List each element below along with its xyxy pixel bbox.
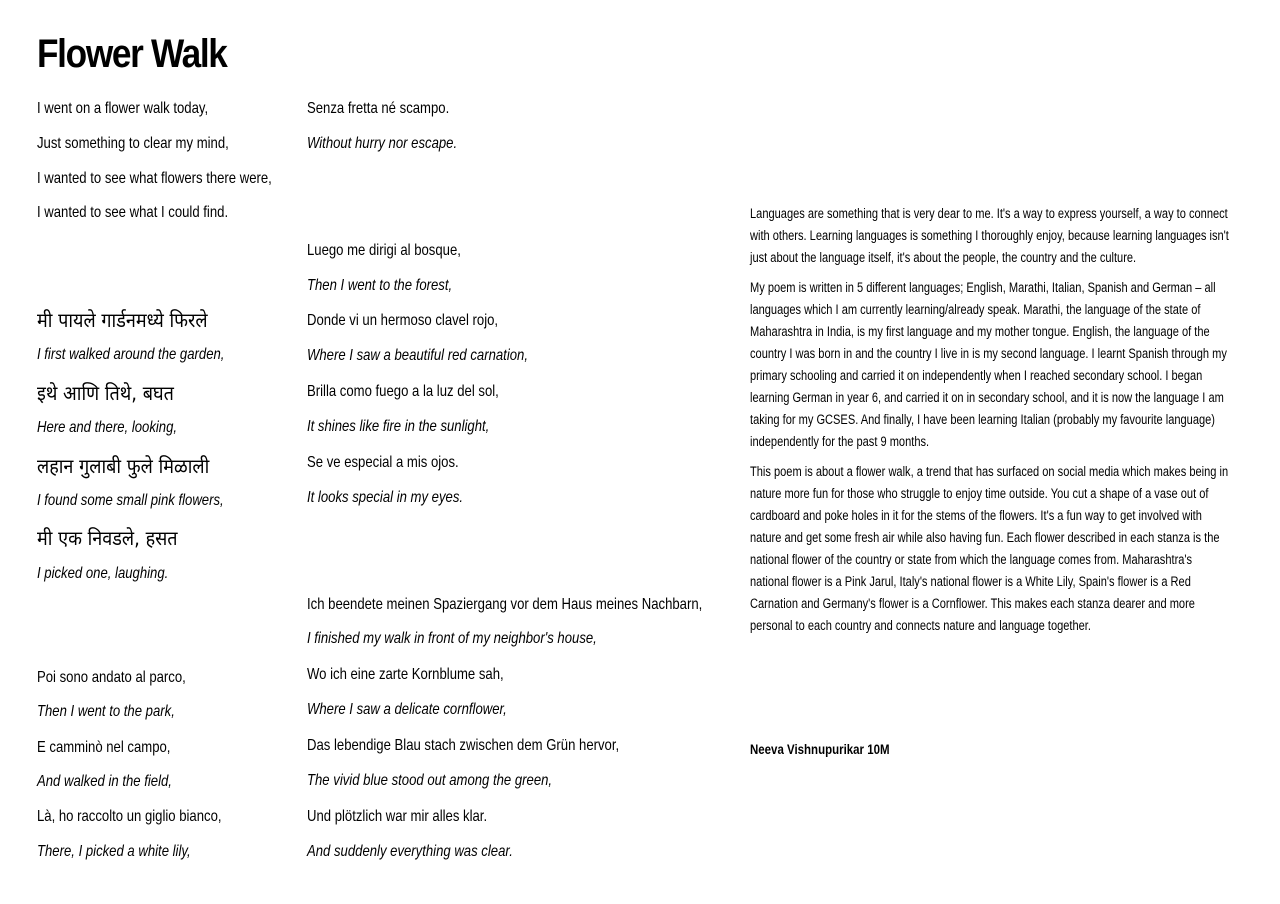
poem-line: Luego me dirigi al bosque, <box>307 242 461 259</box>
poem-line-marathi: मी पायले गार्डनमध्ये फिरले <box>37 308 208 332</box>
poem-line-translation: I finished my walk in front of my neighbor's house, <box>307 630 597 647</box>
poem-line-translation: There, I picked a white lily, <box>37 843 191 860</box>
poem-line-translation: And suddenly everything was clear. <box>307 843 513 860</box>
commentary-paragraph: Languages are something that is very dear to me. It's a way to express yourself, a way to connect with others. Learning languages is something I thoroughly enjoy, because learning languages isn't just about the language itself, it's about the people, the country and the culture. <box>750 206 1229 265</box>
poem-line: Und plötzlich war mir alles klar. <box>307 808 488 825</box>
poem-line-translation: Then I went to the forest, <box>307 277 453 294</box>
poem-line-translation: It looks special in my eyes. <box>307 489 464 506</box>
poem-line: Senza fretta né scampo. <box>307 100 450 117</box>
poem-line: E camminò nel campo, <box>37 739 171 756</box>
poem-line: Das lebendige Blau stach zwischen dem Grün hervor, <box>307 737 620 754</box>
poem-line-translation: Where I saw a beautiful red carnation, <box>307 347 528 364</box>
poem-line-translation: Here and there, looking, <box>37 419 178 436</box>
commentary <box>750 203 1234 645</box>
commentary-paragraph: This poem is about a flower walk, a trend that has surfaced on social media which makes being in nature more fun for those who struggle to enjoy time outside. You cut a shape of a vase out of cardboard and poke holes in it for the stems of the flowers. It's a fun way to get involved with nature and get some fresh air while also having fun. Each flower described in each stanza is the national flower of the country or state from which the language comes from. Maharashtra's national flower is a Pink Jarul, Italy's national flower is a White Lily, Spain's flower is a Red Carnation and Germany's flower is a Cornflower. This makes each stanza dearer and more personal to each country and connects nature and language together. <box>750 464 1229 633</box>
poem-line: Là, ho raccolto un giglio bianco, <box>37 808 222 825</box>
poem-line: Wo ich eine zarte Kornblume sah, <box>307 666 504 683</box>
page-title: Flower Walk <box>37 32 227 76</box>
poem-line-translation: The vivid blue stood out among the green, <box>307 772 553 789</box>
poem-line-translation: I picked one, laughing. <box>37 565 169 582</box>
poem-line: I wanted to see what I could find. <box>37 204 229 221</box>
poem-line-marathi: इथे आणि तिथे, बघत <box>37 381 174 405</box>
commentary-paragraph: My poem is written in 5 different languages; English, Marathi, Italian, Spanish and German – all languages which I am currently learning/already speak. Marathi, the language of the state of Maharashtra in India, is my first language and my mother tongue. English, the language of the country I was born in and the country I live in is my second language. I learnt Spanish through my primary schooling and carried it on independently when I reached secondary school. I began learning German in year 6, and carried it on in secondary school, and it is now the language I am taking for my GCSES. And finally, I have been learning Italian (probably my favourite language) independently for the past 9 months. <box>750 280 1227 449</box>
poem-line: Just something to clear my mind, <box>37 135 229 152</box>
poem-line: I wanted to see what flowers there were, <box>37 170 272 187</box>
poem-line-translation: Where I saw a delicate cornflower, <box>307 701 507 718</box>
poem-line-marathi: मी एक निवडले, हसत <box>37 526 178 550</box>
poem-line: Ich beendete meinen Spaziergang vor dem Haus meines Nachbarn, <box>307 596 703 613</box>
author-name: Neeva Vishnupurikar 10M <box>750 741 890 757</box>
poem-line-translation: I found some small pink flowers, <box>37 492 224 509</box>
poem-line-translation: It shines like fire in the sunlight, <box>307 418 490 435</box>
poem-line: I went on a flower walk today, <box>37 100 209 117</box>
poem-line: Poi sono andato al parco, <box>37 669 186 686</box>
poem-line: Brilla como fuego a la luz del sol, <box>307 383 499 400</box>
poem-line-marathi: लहान गुलाबी फुले मिळाली <box>37 454 210 478</box>
poem-line-translation: And walked in the field, <box>37 773 172 790</box>
poem-line-translation: I first walked around the garden, <box>37 346 225 363</box>
poem-line-translation: Then I went to the park, <box>37 703 175 720</box>
poem-line-translation: Without hurry nor escape. <box>307 135 458 152</box>
poem-line: Se ve especial a mis ojos. <box>307 454 459 471</box>
poem-line: Donde vi un hermoso clavel rojo, <box>307 312 499 329</box>
